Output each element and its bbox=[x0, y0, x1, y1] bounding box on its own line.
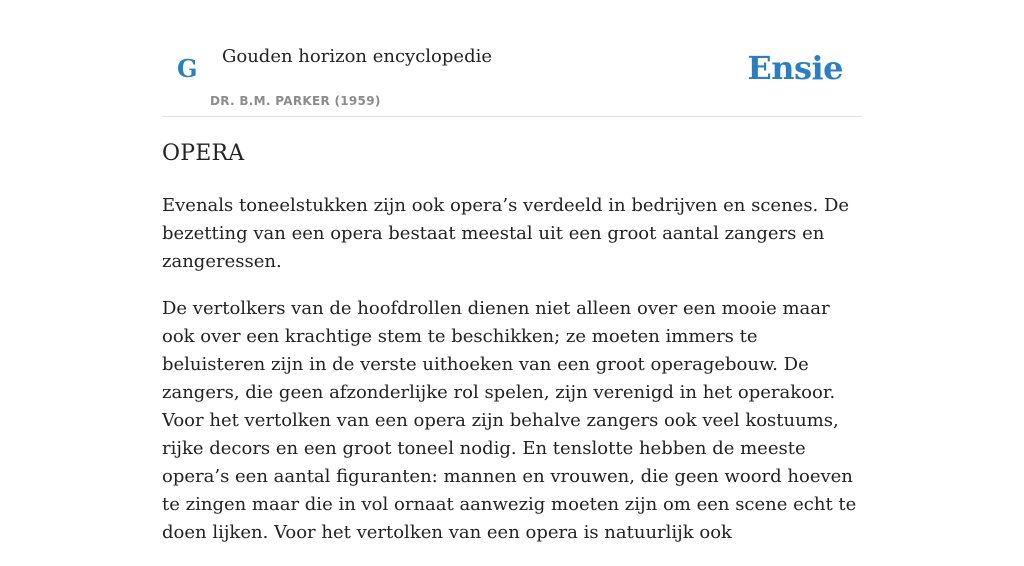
book-title-link[interactable]: Gouden horizon encyclopedie bbox=[222, 46, 492, 67]
entry-title: OPERA bbox=[162, 141, 245, 166]
ensie-logo-link[interactable]: Ensie bbox=[747, 49, 843, 87]
source-header bbox=[162, 0, 862, 117]
entry-body bbox=[162, 192, 862, 566]
book-author: DR. B.M. PARKER (1959) bbox=[210, 94, 381, 108]
book-letter-icon[interactable]: G bbox=[177, 54, 198, 83]
page bbox=[162, 0, 862, 543]
entry-paragraph-1: Evenals toneelstukken zijn ook opera’s verdeeld in bedrijven en scenes. De bezetting van een opera bestaat meestal uit een groot aantal zangers en zangeressen. bbox=[162, 195, 850, 272]
entry-paragraph-2: De vertolkers van de hoofdrollen dienen niet alleen over een mooie maar ook over een krachtige stem te beschikken; ze moeten immers te beluisteren zijn in de verste uithoeken van een groot operagebouw. De zangers, die geen afzonderlijke rol spelen, zijn verenigd in het operakoor. Voor het vertolken van een opera zijn behalve zangers ook veel kostuums, rijke decors en een groot toneel nodig. En tenslotte hebben de meeste opera’s een aantal figuranten: mannen en vrouwen, die geen woord hoeven te zingen maar die in vol ornaat aanwezig moeten zijn om een scene echt te doen lijken. Voor het vertolken van een opera is natuurlijk ook bbox=[162, 298, 857, 543]
